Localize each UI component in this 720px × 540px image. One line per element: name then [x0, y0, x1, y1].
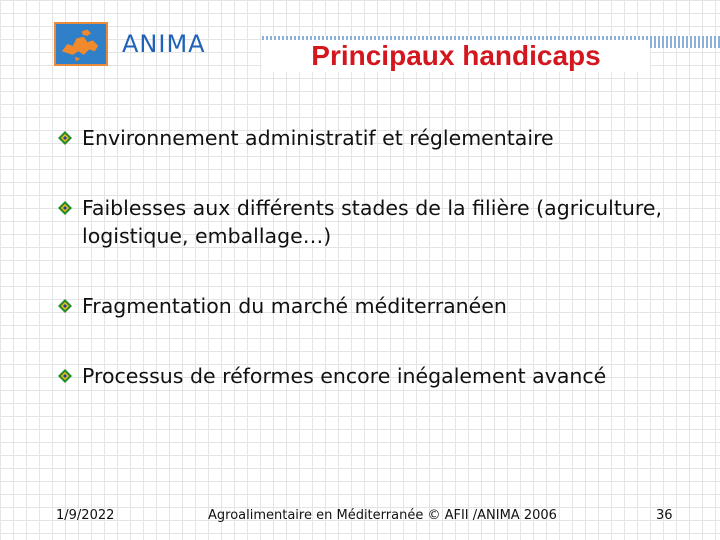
- anima-logo-icon: [54, 22, 108, 66]
- bullet-item: [58, 124, 678, 152]
- slide-title: Principaux handicaps: [262, 40, 650, 72]
- footer-copyright: Agroalimentaire en Méditerranée © AFII /ANIMA 2006: [208, 508, 557, 523]
- bullet-text: Environnement administratif et réglementaire: [82, 126, 554, 150]
- bullet-text: Faiblesses aux différents stades de la filière (agriculture, logistique, emballage…): [82, 196, 662, 248]
- footer-date: 1/9/2022: [56, 508, 115, 523]
- bullet-text: Fragmentation du marché méditerranéen: [82, 294, 507, 318]
- bullet-text: Processus de réformes encore inégalement avancé: [82, 364, 607, 388]
- diamond-bullet-icon: [58, 299, 72, 313]
- diamond-bullet-icon: [58, 201, 72, 215]
- bullet-list: [58, 124, 678, 390]
- page-number: 36: [656, 508, 673, 523]
- diamond-bullet-icon: [58, 131, 72, 145]
- bullet-item: [58, 194, 678, 250]
- bullet-item: [58, 292, 678, 320]
- diamond-bullet-icon: [58, 369, 72, 383]
- brand-name: ANIMA: [122, 30, 206, 58]
- bullet-item: [58, 362, 678, 390]
